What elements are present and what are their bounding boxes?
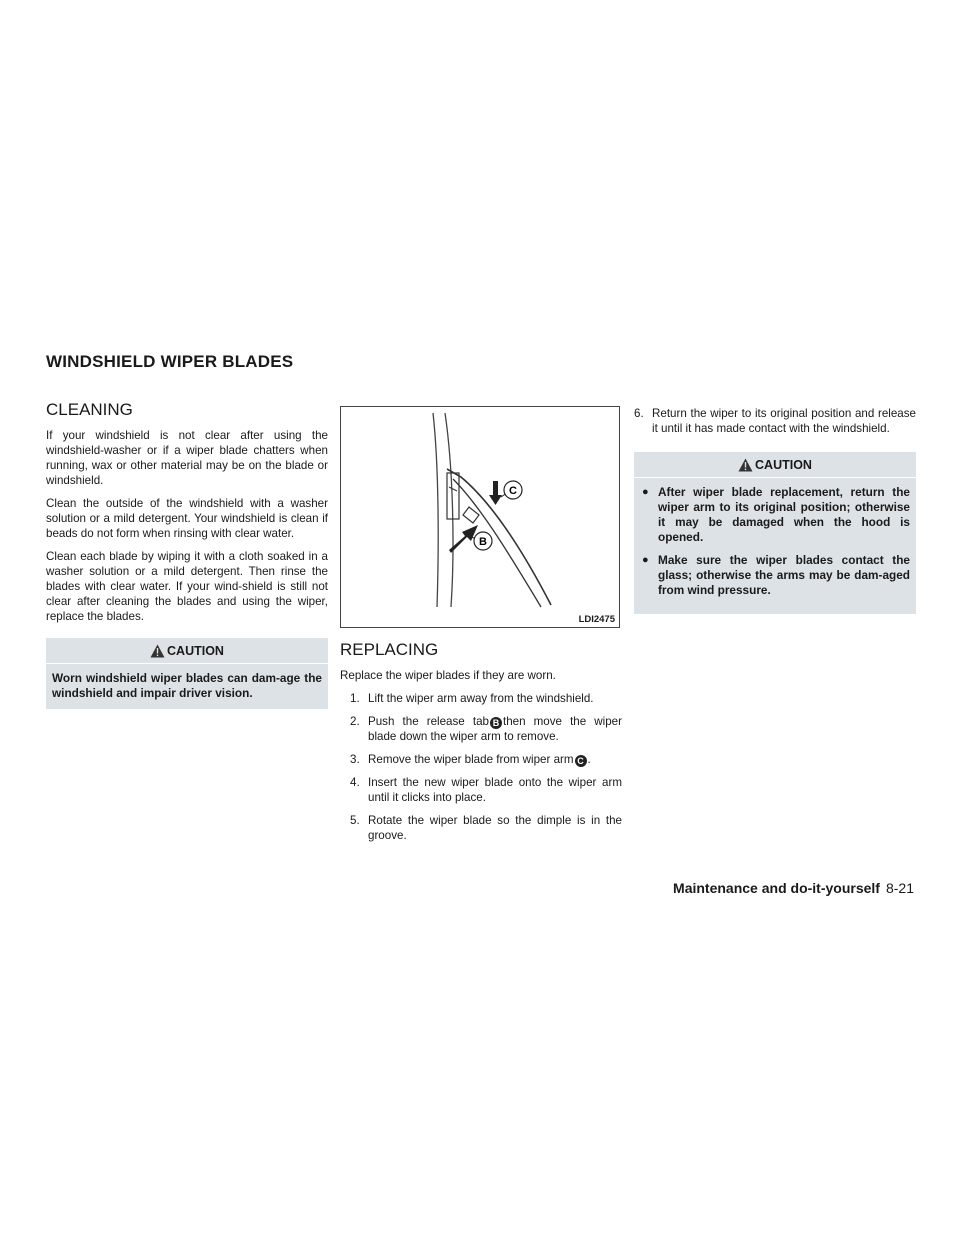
caution-label: CAUTION [167,644,224,658]
wiper-illustration [341,407,619,627]
callout-b: B [479,536,487,548]
caution-label: CAUTION [755,458,812,472]
step-item [634,406,916,436]
warning-icon [150,644,165,658]
replacing-caution-box [634,452,916,614]
bullet-icon: ● [642,486,649,498]
caution-item-text: After wiper blade replacement, return the wiper arm to its original position; otherwise it may be damaged when the hood is opened. [658,485,910,544]
cleaning-paragraph: If your windshield is not clear after using the windshield-washer or if a wiper blade chatters when running, wax or other material may be on the blade or windshield. [46,429,328,487]
step-number: 2. [350,715,360,728]
replacing-steps [340,691,622,843]
replacing-column [340,406,622,851]
step-number: 1. [350,692,360,705]
bullet-icon: ● [642,554,649,566]
cleaning-caution-box [46,638,328,709]
caution-list [634,478,916,598]
caution-item [640,553,910,598]
step-item [340,691,622,706]
wiper-figure [340,406,620,628]
step-item [340,752,622,767]
step-item [340,714,622,744]
footer-section: Maintenance and do-it-yourself [673,880,880,896]
step-text: Lift the wiper arm away from the windshield. [368,692,594,705]
step-text: Return the wiper to its original position and release it until it has made contact with the windshield. [652,407,916,435]
callout-ref-b: B [490,717,502,729]
caution-text: Worn windshield wiper blades can dam-age the windshield and impair driver vision. [52,671,322,700]
caution-header [634,452,916,478]
cleaning-heading: CLEANING [46,400,133,419]
step-number: 6. [634,407,644,420]
step-text: . [587,753,591,766]
callout-ref-c: C [575,755,587,767]
step-item [340,775,622,805]
cleaning-paragraph: Clean the outside of the windshield with a washer solution or a mild detergent. Your windshield is clean if beads do not form when rinsing with clear water. [46,497,328,540]
replacing-intro: Replace the wiper blades if they are worn. [340,669,556,682]
replacing-continued-column [634,406,916,614]
callout-c: C [509,485,517,497]
page-footer [673,880,914,896]
caution-header [46,638,328,664]
step-text: Push the release tab [368,715,489,728]
cleaning-paragraph: Clean each blade by wiping it with a cloth soaked in a washer solution or a mild detergent. Then rinse the blades with clear water. If your wind-shield is still not clear after cleaning the blades and using the wiper, replace the blades. [46,550,328,623]
step-number: 3. [350,753,360,766]
caution-item-text: Make sure the wiper blades contact the glass; otherwise the arms may be dam-aged from wind pressure. [658,553,910,597]
step-text: Insert the new wiper blade onto the wiper arm until it clicks into place. [368,776,622,804]
step-text: then move the wiper blade down the wiper arm to remove. [368,715,622,743]
replacing-heading: REPLACING [340,640,439,659]
figure-code: LDI2475 [578,614,615,625]
step-text: Remove the wiper blade from wiper arm [368,753,574,766]
warning-icon [738,458,753,472]
section-title: WINDSHIELD WIPER BLADES [46,352,294,371]
page-number: 8-21 [885,880,914,896]
step-item [340,813,622,843]
step-number: 5. [350,814,360,827]
replacing-steps-continued [634,406,916,436]
step-text: Rotate the wiper blade so the dimple is in the groove. [368,814,622,842]
cleaning-column [46,400,328,709]
step-number: 4. [350,776,360,789]
caution-item [640,485,910,545]
